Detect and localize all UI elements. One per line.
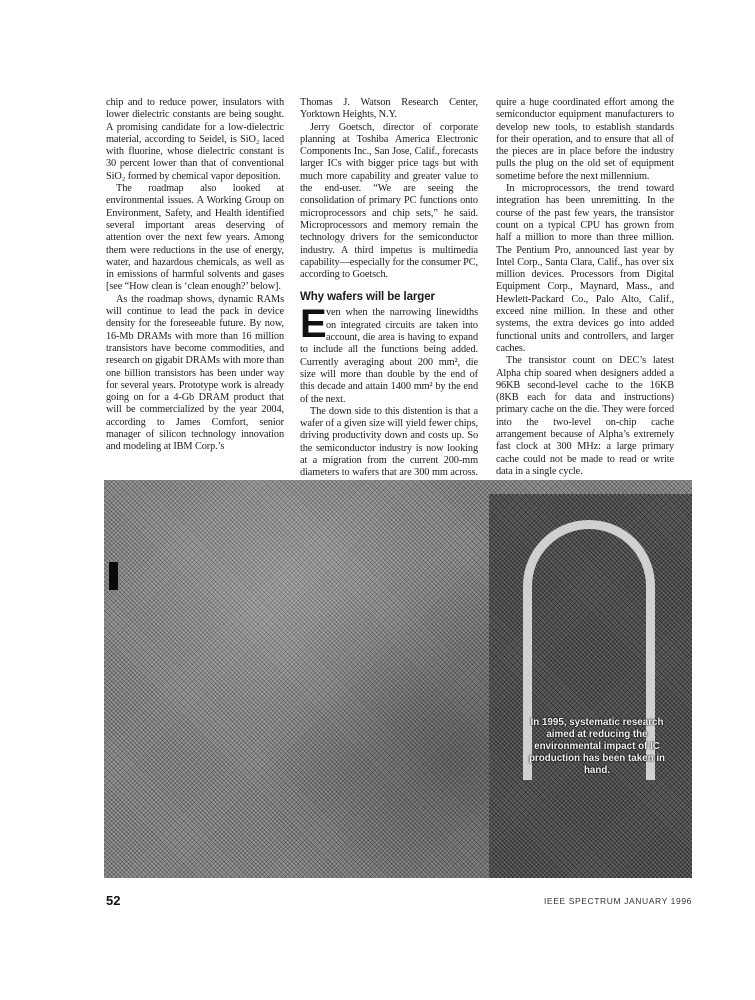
page-number: 52 xyxy=(106,893,121,908)
section-subhead: Why wafers will be larger xyxy=(300,291,435,304)
photo-dark-bar xyxy=(109,562,118,590)
paragraph: In microprocessors, the trend toward integration has been unremitting. In the course of the past few years, the transistor count on a typical CPU has grown from half a million to more than three million. The Pentium Pro, announced last year by Intel Corp., Santa Clara, Calif., has over six million devices. Processors from Digital Equipment Corp., Maynard, Mass., and Hewlett-Packard Co., Palo Alto, Calif., exceed nine million. In these and other systems, the extra devices go into added functional units and controllers, and larger caches. xyxy=(496,183,674,354)
dropcap-paragraph-text: ven when the narrowing linewidths on integrated circuits are taken into account, die area is having to expand to include all the functions being added. Currently averaging about 200 mm², die size will more than double by the end of this decade and attain 1400 mm² by the end of the next. xyxy=(300,307,478,405)
text-column-1 xyxy=(106,97,284,454)
text-column-2 xyxy=(300,97,478,492)
paragraph: Thomas J. Watson Research Center, Yorktown Heights, N.Y. xyxy=(300,97,478,121)
article-photo xyxy=(104,480,692,878)
paragraph: The transistor count on DEC’s latest Alpha chip soared when designers added a 96KB second-level cache to the 16KB (8KB each for data and instructions) primary cache on the die. They were forced into the two-level on-chip cache arrangement because of Alpha’s extremely fast clock at 300 MHz: a large primary cache could not be made to read or write data in a single cycle. xyxy=(496,355,674,477)
paragraph: The roadmap also looked at environmental issues. A Working Group on Environment, Safety, and Health identified several important areas deserving of attention over the next few years. Among them were reductions in the use of energy, water, and hazardous chemicals, as well as in emissions of harmful solvents and gases [see “How clean is ‘clean enough?’ below]. xyxy=(106,183,284,293)
photo-inset-panel xyxy=(489,494,692,878)
paragraph: quire a huge coordinated effort among the semiconductor equipment manufacturers to develop new tools, to establish standards for their operation, and to ensure that all of the pieces are in place before the industry pulls the plug on the old set of equipment sometime before the next millennium. xyxy=(496,97,674,182)
paragraph: Jerry Goetsch, director of corporate planning at Toshiba America Electronic Components Inc., San Jose, Calif., forecasts larger ICs with bigger price tags but with much more capability and greater value to the end-user. “We are seeing the consolidation of primary PC functions onto microprocessors and chip sets,” he said. Microprocessors and memory remain the technology drivers for the semiconductor industry. A third impetus is multimedia capability—especially for the consumer PC, according to Goetsch. xyxy=(300,121,478,281)
paragraph: As the roadmap shows, dynamic RAMs will continue to lead the pack in device density for the foreseeable future. By now, 16-Mb DRAMs with more than 16 million transistors have become commodities, and research on gigabit DRAMs with more than one billion transistors has been under way for several years. Prototype work is already going on for a 4-Gb DRAM product that will be commercialized by the year 2004, according to James Comfort, senior manager of silicon technology innovation and modeling at IBM Corp.’s xyxy=(106,293,284,453)
photo-caption: In 1995, systematic research aimed at reducing the environmental impact of IC production has been taken in hand. xyxy=(528,717,666,776)
dropcap-letter: E xyxy=(300,302,327,347)
dropcap-paragraph xyxy=(300,302,478,405)
paragraph: chip and to reduce power, insulators with lower dielectric constants are being sought. A promising candidate for a low-dielectric material, according to Seidel, is SiO₂ laced with fluorine, whose dielectric constant is 30 percent lower than that of conventional SiO₂ formed by chemical vapor deposition. xyxy=(106,97,284,182)
publication-folio: IEEE SPECTRUM JANUARY 1996 xyxy=(543,896,692,906)
paragraph: The down side to this distention is that a wafer of a given size will yield fewer chips, driving productivity down and costs up. So the semiconductor industry is now looking at a migration from the current 200-mm diameters to wafers that are 300 mm across. xyxy=(300,405,478,479)
text-column-3 xyxy=(496,97,674,478)
